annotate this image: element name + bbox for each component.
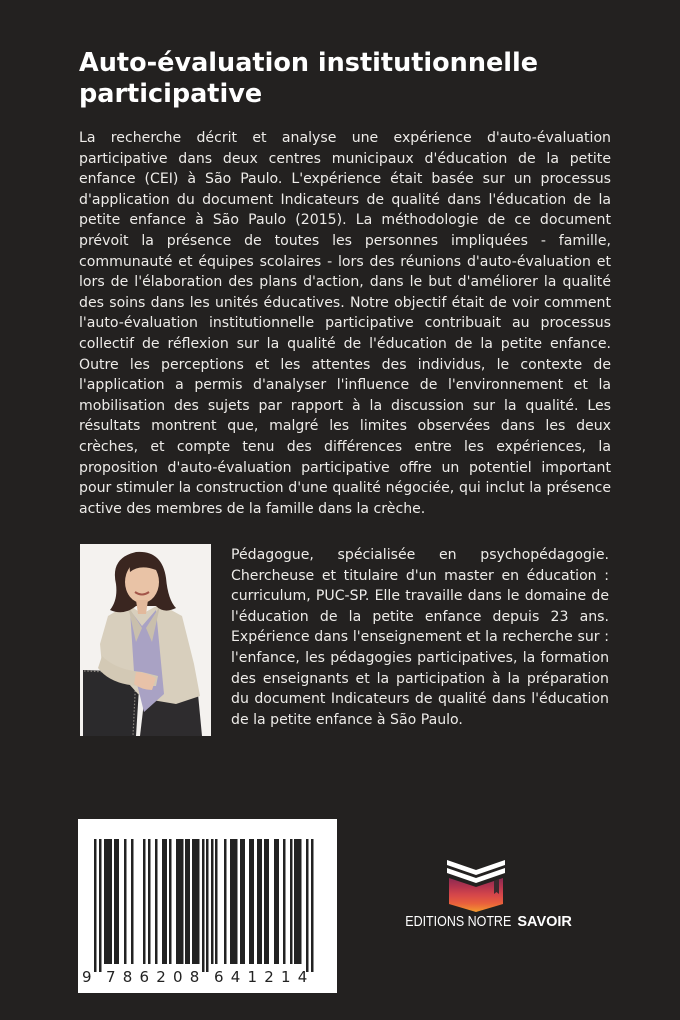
book-summary: La recherche décrit et analyse une expérience d'auto-évaluation participative dans deux centres municipaux d'éducation de la petite enfance (CEI) à São Paulo. L'expérience était basée sur un processus d'application du document Indicateurs de qualité dans l'éducation de la petite enfance à São Paulo (2015). La méthodologie de ce document prévoit la présence de toutes les personnes impliquées - famille, communauté et équipes scolaires - lors des réunions d'auto-évaluation et lors de l'élaboration des plans d'action, dans le but d'améliorer la qualité des soins dans les unités éducatives. Notre objectif était de voir comment l'auto-évaluation institutionnelle participative contribuait au processus collectif de réflexion sur la qualité de l'éducation de la petite enfance. Outre les perceptions et les attentes des individus, le contexte de l'application a permis d'analyser l'influence de l'environnement et la mobilisation des sujets par rapport à la discussion sur la qualité. Les résultats montrent que, malgré les limites observées dans les deux crèches, et compte tenu des différences entre les expériences, la proposition d'auto-évaluation participative offre un potentiel important pour stimuler la construction d'une qualité négociée, qui inclut la présence active des membres de la famille dans la crèche. (79, 130, 611, 517)
book-chevron-icon (441, 856, 511, 912)
isbn-right-digits: 641214 (214, 968, 315, 986)
author-bio: Pédagogue, spécialisée en psychopédagogie. Chercheuse et titulaire d'un master en éducation : curriculum, PUC-SP. Elle travaille dans le domaine de l'éducation de la petite enfance depuis 23 ans. Expérience dans l'enseignement et la recherche sur : l'enfance, les pédagogies participatives, la formation des enseignants et la participation à la préparation du document Indicateurs de qualité dans l'éducation de la petite enfance à São Paulo. (231, 547, 609, 728)
publisher-branding (380, 850, 580, 940)
isbn-barcode (78, 819, 337, 993)
publisher-name-bold: SAVOIR (517, 914, 572, 930)
publisher-name (380, 914, 580, 930)
isbn-first-digit: 9 (82, 968, 92, 986)
publisher-name-light: EDITIONS NOTRE (405, 914, 512, 930)
barcode-icon (78, 819, 337, 993)
author-photo (80, 544, 211, 736)
book-title: Auto-évaluation institutionnelle participative (79, 48, 539, 109)
author-portrait-image (80, 544, 211, 736)
isbn-left-digits: 786208 (106, 968, 207, 986)
